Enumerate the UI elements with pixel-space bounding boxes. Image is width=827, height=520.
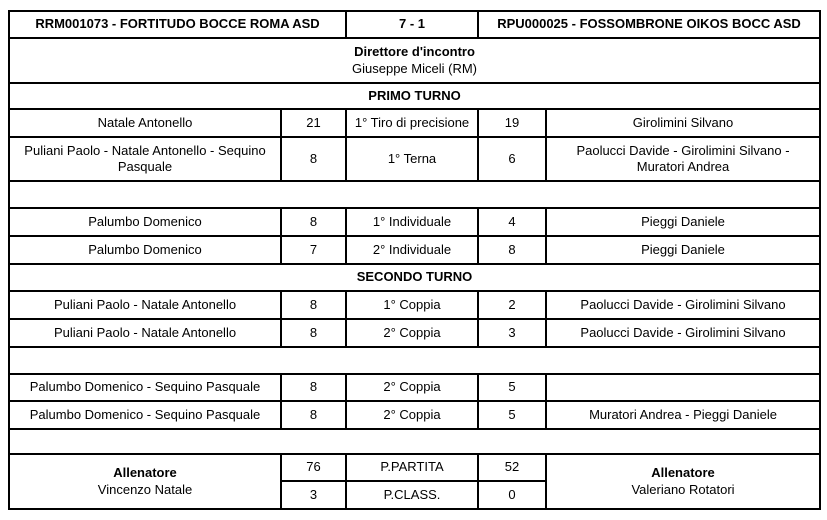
home-score: 8	[281, 291, 346, 319]
home-score: 8	[281, 401, 346, 429]
home-score: 21	[281, 109, 346, 137]
spacer-cell	[9, 347, 820, 374]
home-score: 8	[281, 137, 346, 181]
match-points-label: P.PARTITA	[346, 454, 478, 481]
match-row	[9, 374, 820, 401]
bocce-scoresheet-table	[8, 10, 821, 510]
spacer-row	[9, 429, 820, 454]
home-score: 7	[281, 236, 346, 264]
match-row	[9, 236, 820, 264]
home-players: Puliani Paolo - Natale Antonello	[9, 291, 281, 319]
spacer-cell	[9, 181, 820, 208]
home-score: 8	[281, 374, 346, 401]
home-coach-name: Vincenzo Natale	[97, 481, 193, 497]
away-match-points: 52	[478, 454, 546, 481]
home-class-points: 3	[281, 481, 346, 509]
home-players: Palumbo Domenico - Sequino Pasquale	[9, 374, 281, 401]
away-players: Pieggi Daniele	[546, 236, 820, 264]
home-match-points: 76	[281, 454, 346, 481]
away-players: Girolimini Silvano	[546, 109, 820, 137]
event-name: 2° Coppia	[346, 319, 478, 347]
away-class-points: 0	[478, 481, 546, 509]
director-row	[9, 38, 820, 83]
home-team-name: RRM001073 - FORTITUDO BOCCE ROMA ASD	[9, 11, 346, 38]
match-row	[9, 137, 820, 181]
away-coach-label: Allenatore	[651, 465, 715, 481]
match-row	[9, 401, 820, 429]
director-name: Giuseppe Miceli (RM)	[352, 60, 477, 76]
away-score: 6	[478, 137, 546, 181]
home-players: Puliani Paolo - Natale Antonello - Sequino Pasquale	[9, 137, 281, 181]
away-players: Muratori Andrea - Pieggi Daniele	[546, 401, 820, 429]
home-score: 8	[281, 319, 346, 347]
event-name: 2° Coppia	[346, 374, 478, 401]
match-header-row	[9, 11, 820, 38]
spacer-row	[9, 181, 820, 208]
away-score: 8	[478, 236, 546, 264]
director-label: Direttore d'incontro	[354, 44, 475, 60]
home-players: Natale Antonello	[9, 109, 281, 137]
away-score: 3	[478, 319, 546, 347]
match-report-sheet	[8, 10, 821, 510]
section-title-primo-turno: PRIMO TURNO	[9, 83, 820, 109]
away-players: Paolucci Davide - Girolimini Silvano - Muratori Andrea	[546, 137, 820, 181]
match-row	[9, 109, 820, 137]
event-name: 1° Individuale	[346, 208, 478, 236]
away-players: Paolucci Davide - Girolimini Silvano	[546, 319, 820, 347]
away-score: 5	[478, 401, 546, 429]
home-score: 8	[281, 208, 346, 236]
away-players	[546, 374, 820, 401]
match-result: 7 - 1	[346, 11, 478, 38]
away-score: 19	[478, 109, 546, 137]
home-players: Palumbo Domenico - Sequino Pasquale	[9, 401, 281, 429]
home-coach-cell	[9, 454, 281, 509]
director-cell	[9, 38, 820, 83]
event-name: 1° Terna	[346, 137, 478, 181]
match-row	[9, 291, 820, 319]
away-players: Paolucci Davide - Girolimini Silvano	[546, 291, 820, 319]
away-score: 5	[478, 374, 546, 401]
spacer-cell	[9, 429, 820, 454]
away-coach-name: Valeriano Rotatori	[631, 481, 735, 497]
away-score: 2	[478, 291, 546, 319]
totals-row-match-points	[9, 454, 820, 481]
away-coach-cell	[546, 454, 820, 509]
section-title-secondo-turno: SECONDO TURNO	[9, 264, 820, 291]
section-header-row	[9, 264, 820, 291]
event-name: 2° Individuale	[346, 236, 478, 264]
away-score: 4	[478, 208, 546, 236]
away-players: Pieggi Daniele	[546, 208, 820, 236]
home-players: Palumbo Domenico	[9, 236, 281, 264]
match-row	[9, 208, 820, 236]
home-coach-label: Allenatore	[113, 465, 177, 481]
event-name: 1° Coppia	[346, 291, 478, 319]
home-players: Palumbo Domenico	[9, 208, 281, 236]
spacer-row	[9, 347, 820, 374]
section-header-row	[9, 83, 820, 109]
event-name: 1° Tiro di precisione	[346, 109, 478, 137]
home-players: Puliani Paolo - Natale Antonello	[9, 319, 281, 347]
match-row	[9, 319, 820, 347]
event-name: 2° Coppia	[346, 401, 478, 429]
away-team-name: RPU000025 - FOSSOMBRONE OIKOS BOCC ASD	[478, 11, 820, 38]
class-points-label: P.CLASS.	[346, 481, 478, 509]
